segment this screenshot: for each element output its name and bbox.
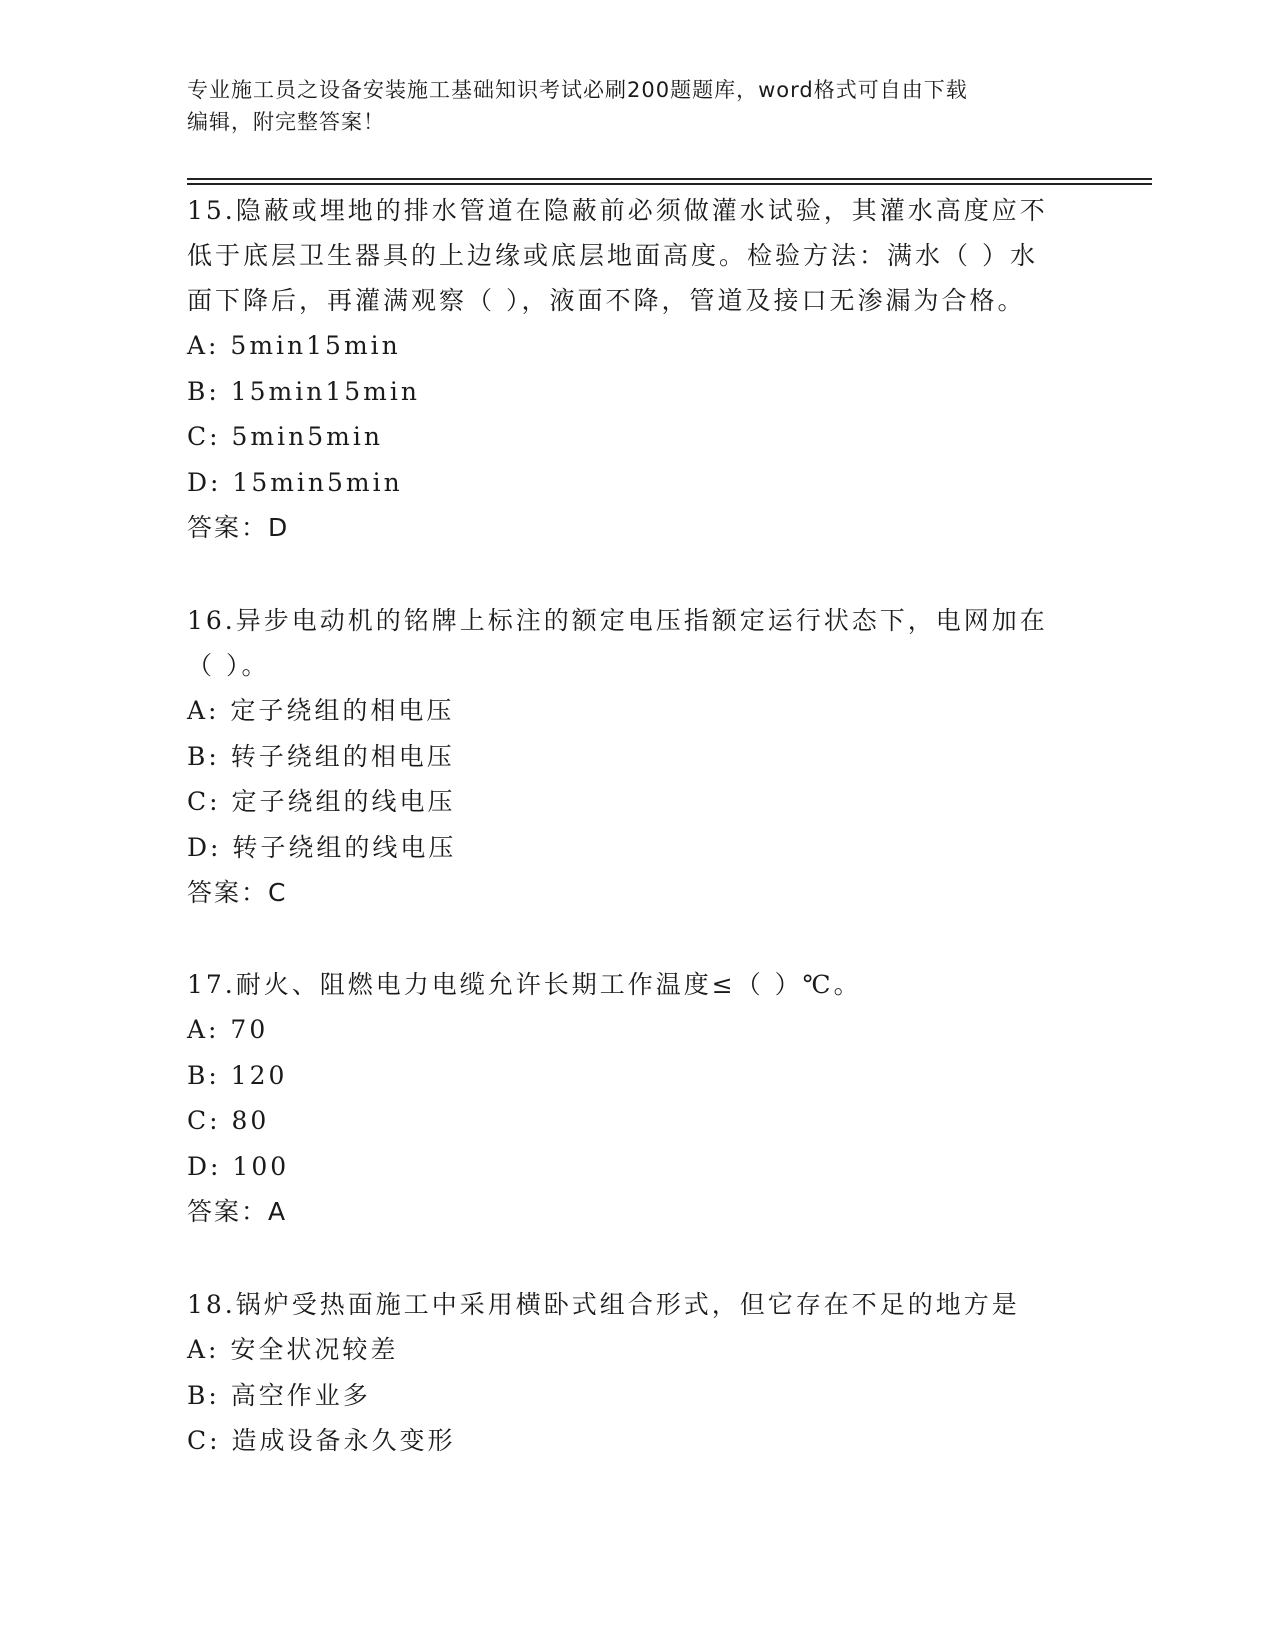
option-a: A: 5min15min (187, 331, 401, 360)
option-a: A: 定子绕组的相电压 (187, 696, 455, 725)
header-title-line-1: 专业施工员之设备安装施工基础知识考试必刷200题题库，word格式可自由下载 (187, 78, 968, 102)
answer: 答案：C (187, 878, 288, 907)
option-b: B: 转子绕组的相电压 (187, 741, 455, 771)
answer: 答案：A (187, 1197, 288, 1226)
question-stem-line: 17.耐火、阻燃电力电缆允许长期工作温度≤（ ）℃。 (187, 970, 862, 999)
header-title-line-2: 编辑，附完整答案！ (187, 110, 385, 134)
header-divider-bottom (187, 183, 1152, 185)
question-stem-line: 16.异步电动机的铭牌上标注的额定电压指额定运行状态下，电网加在 (187, 606, 1048, 635)
answer: 答案：D (187, 513, 290, 542)
option-c: C: 定子绕组的线电压 (187, 787, 456, 816)
question-stem-line: 15.隐蔽或埋地的排水管道在隐蔽前必须做灌水试验，其灌水高度应不 (187, 196, 1048, 225)
option-d: D: 15min5min (187, 467, 403, 497)
question-18 (187, 1282, 1087, 1464)
option-b: B: 15min15min (187, 376, 420, 406)
question-17 (187, 962, 1087, 1235)
question-16 (187, 598, 1087, 916)
question-15 (187, 188, 1087, 551)
option-b: B: 高空作业多 (187, 1380, 371, 1410)
question-stem-line: （ ）。 (187, 651, 270, 680)
option-d: D: 100 (187, 1151, 290, 1181)
option-b: B: 120 (187, 1060, 288, 1090)
option-a: A: 70 (187, 1015, 269, 1044)
option-c: C: 80 (187, 1106, 270, 1135)
question-stem-line: 18.锅炉受热面施工中采用横卧式组合形式，但它存在不足的地方是 (187, 1290, 1020, 1319)
document-header (187, 74, 1067, 138)
question-stem-line: 面下降后，再灌满观察（ ），液面不降，管道及接口无渗漏为合格。 (187, 286, 1026, 315)
option-d: D: 转子绕组的线电压 (187, 832, 457, 862)
header-divider-top (187, 178, 1152, 180)
option-a: A: 安全状况较差 (187, 1335, 399, 1364)
option-c: C: 5min5min (187, 422, 383, 451)
option-c: C: 造成设备永久变形 (187, 1426, 456, 1455)
question-stem-line: 低于底层卫生器具的上边缘或底层地面高度。检验方法：满水（ ）水 (187, 241, 1038, 270)
